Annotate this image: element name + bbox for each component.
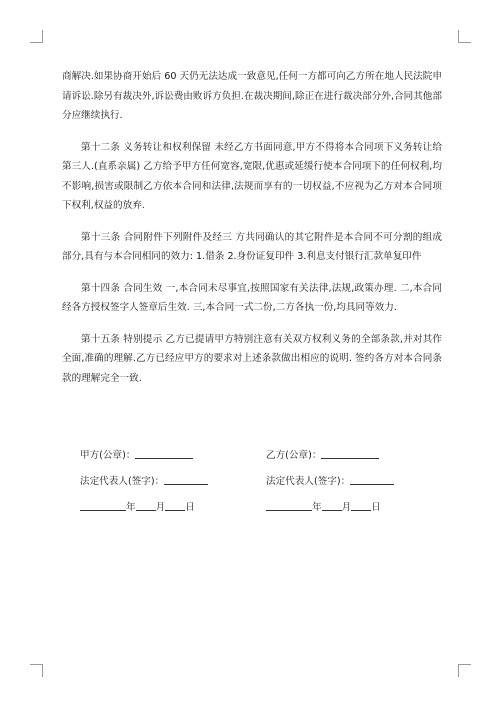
party-a-seal-label: 甲方(公章)： [80,450,136,461]
crop-mark-top-right [458,30,471,43]
party-b-day-label: 日 [371,502,381,513]
party-a-month-label: 月 [155,502,166,513]
party-b-seal [266,446,379,465]
party-b-month-label: 月 [341,502,352,513]
party-b-year-blank[interactable] [266,498,312,511]
party-a-day-blank[interactable] [165,498,185,511]
party-b-seal-blank[interactable] [321,446,379,459]
paragraph-dispute-resolution: 商解决.如果协商开始后 60 天仍无法达成一致意见,任何一方都可向乙方所在地人民法院申请诉讼.除另有裁决外,诉讼费由败诉方负担.在裁决期间,除正在进行裁决部分外,合同其他部分应继续执行. [62,71,442,121]
party-a-representative-label: 法定代表人(签字)： [80,476,165,487]
party-a-date [80,498,195,517]
paragraph-article-15: 第十五条 特别提示 乙方已提请甲方特别注意有关双方权利义务的全部条款,并对其作全面,准确的理解.乙方已经应甲方的要求对上述条款做出相应的说明. 签约各方对本合同条款的理解完全一致. [62,333,442,384]
party-b-representative [266,472,394,491]
party-b-representative-blank[interactable] [350,472,394,485]
paragraph-article-12: 第十二条 义务转让和权利保留 未经乙方书面同意,甲方不得将本合同项下义务转让给第三人.(直系亲属) 乙方给予甲方任何宽容,宽限,优惠或延缓行使本合同项下的任何权利,均不影响,损害或限制乙方依本合同和法律,法规而享有的一切权益,不应视为乙方对本合同项下权利,权益的放弃. [62,141,442,211]
party-a-year-blank[interactable] [80,498,126,511]
party-b-day-blank[interactable] [351,498,371,511]
party-a-representative-blank[interactable] [164,472,208,485]
signature-row-date [80,498,440,524]
signature-row-representative [80,472,440,498]
paragraph-article-14: 第十四条 合同生效 一,本合同未尽事宜,按照国家有关法律,法规,政策办理. 二,本合同经各方授权签字人签章后生效. 三,本合同一式二份,二方各执一份,均具同等效力. [62,282,442,313]
party-b-year-label: 年 [312,502,322,513]
contract-body [62,67,442,400]
party-b-month-blank[interactable] [322,498,342,511]
party-b-representative-label: 法定代表人(签字)： [266,476,351,487]
crop-mark-bottom-right [458,664,471,677]
signature-block [80,446,440,524]
crop-mark-bottom-left [30,664,43,677]
party-a-day-label: 日 [185,502,195,513]
signature-row-seal [80,446,440,472]
party-a-seal [80,446,193,465]
party-a-representative [80,472,208,491]
party-b-date [266,498,381,517]
party-a-seal-blank[interactable] [135,446,193,459]
party-b-seal-label: 乙方(公章)： [266,450,322,461]
party-a-year-label: 年 [126,502,136,513]
crop-mark-top-left [30,30,43,43]
party-a-month-blank[interactable] [136,498,156,511]
paragraph-article-13: 第十三条 合同附件下列附件及经三 方共同确认的其它附件是本合同不可分割的组成部分,具有与本合同相同的效力: 1.借条 2.身份证复印件 3.利息支付银行汇款单复印件 [62,231,442,262]
